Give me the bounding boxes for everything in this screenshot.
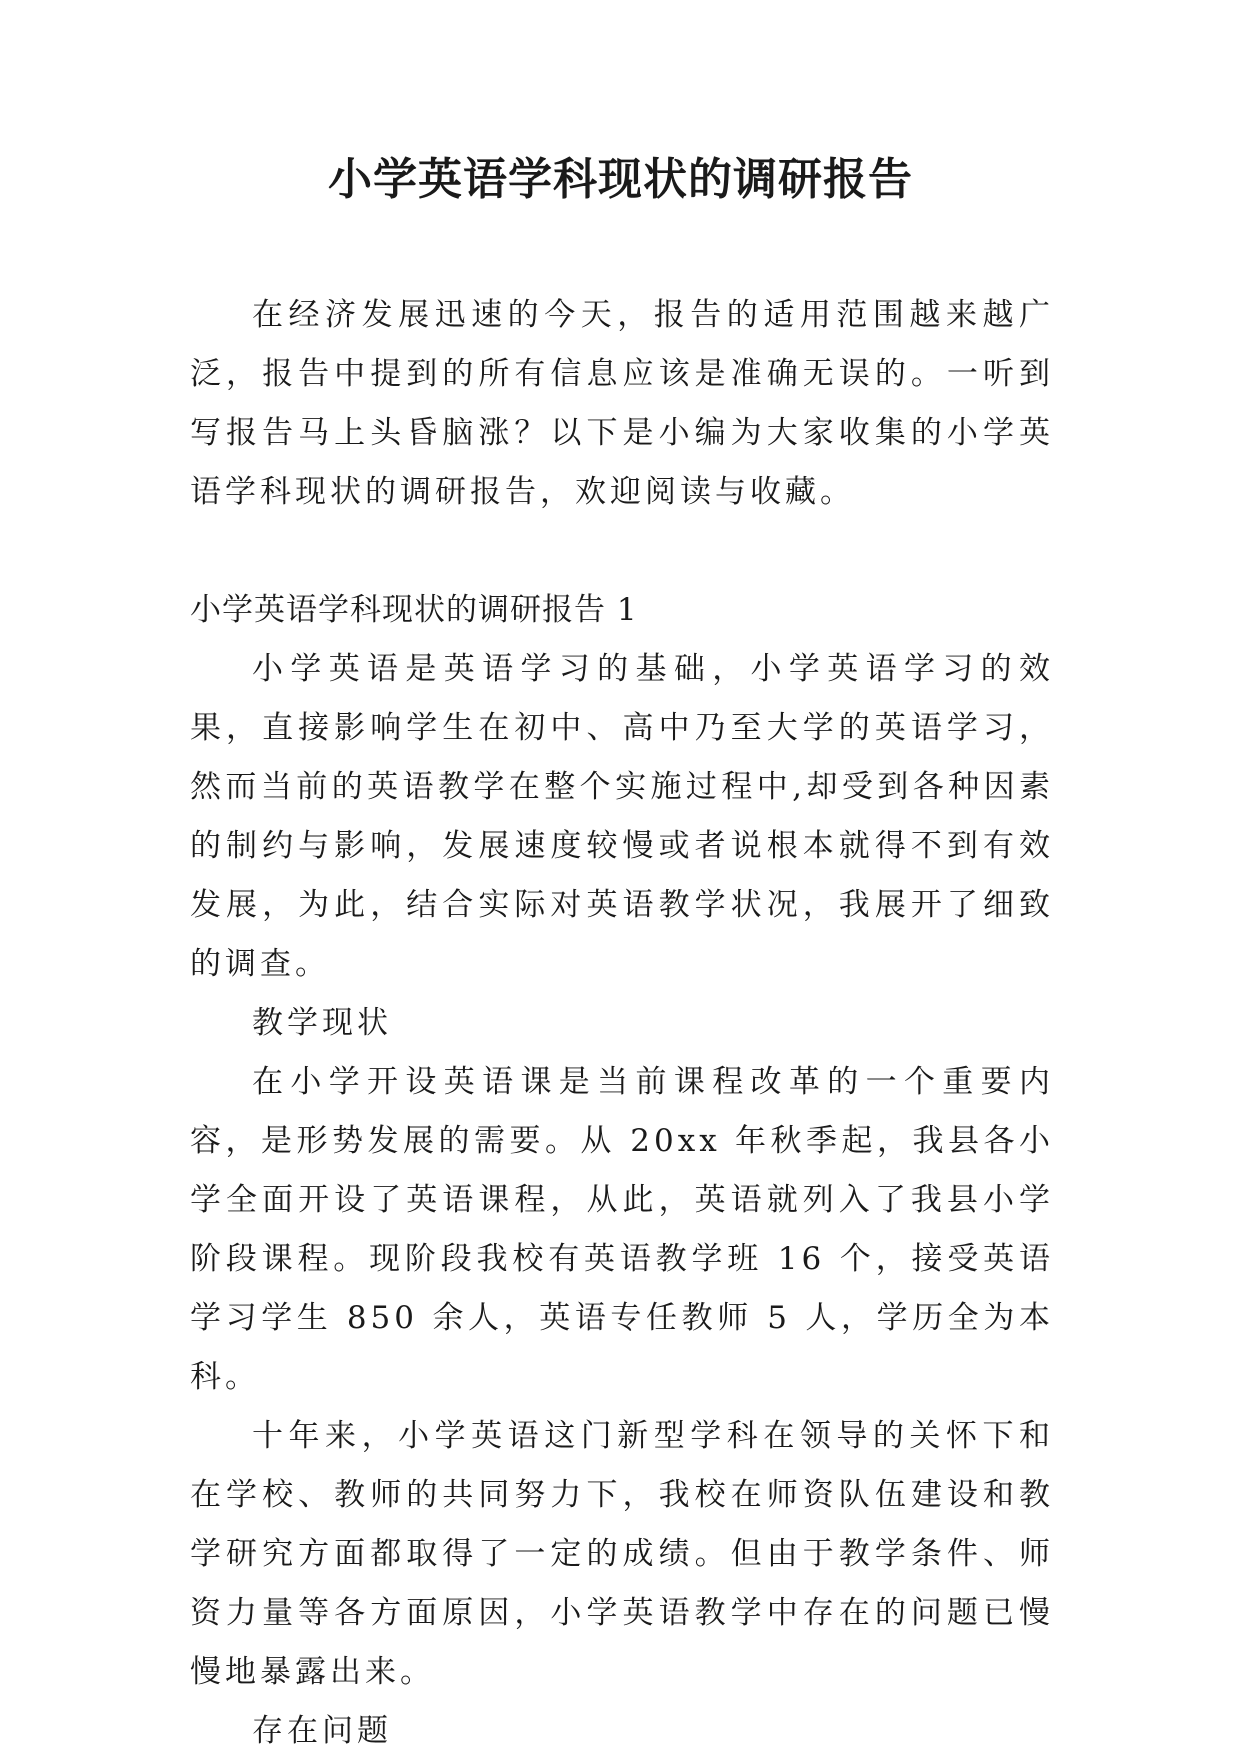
paragraph-3: 十年来，小学英语这门新型学科在领导的关怀下和在学校、教师的共同努力下，我校在师资队伍建设和教学研究方面都取得了一定的成绩。但由于教学条件、师资力量等各方面原因，小学英语教学中存在的问题已慢慢地暴露出来。 <box>190 1418 1054 1690</box>
paragraph-2: 在小学开设英语课是当前课程改革的一个重要内容，是形势发展的需要。从 20xx 年秋季起，我县各小学全面开设了英语课程，从此，英语就列入了我县小学阶段课程。现阶段我校有英语教学班 16 个，接受英语学习学生 850 余人，英语专任教师 5 人，学历全为本科。 <box>190 1064 1054 1395</box>
heading-teaching-status: 教学现状 <box>252 1005 392 1041</box>
paragraph-spacer <box>190 522 1054 581</box>
document-title: 小学英语学科现状的调研报告 <box>328 154 913 205</box>
section-title: 小学英语学科现状的调研报告 1 <box>190 592 638 628</box>
document-body <box>190 286 1054 1761</box>
intro-paragraph: 在经济发展迅速的今天，报告的适用范围越来越广泛，报告中提到的所有信息应该是准确无误的。一听到写报告马上头昏脑涨？以下是小编为大家收集的小学英语学科现状的调研报告，欢迎阅读与收藏。 <box>190 297 1054 510</box>
heading-existing-problems: 存在问题 <box>252 1713 392 1749</box>
paragraph-1: 小学英语是英语学习的基础，小学英语学习的效果，直接影响学生在初中、高中乃至大学的英语学习，然而当前的英语教学在整个实施过程中,却受到各种因素的制约与影响，发展速度较慢或者说根本就得不到有效发展，为此，结合实际对英语教学状况，我展开了细致的调查。 <box>190 651 1054 982</box>
